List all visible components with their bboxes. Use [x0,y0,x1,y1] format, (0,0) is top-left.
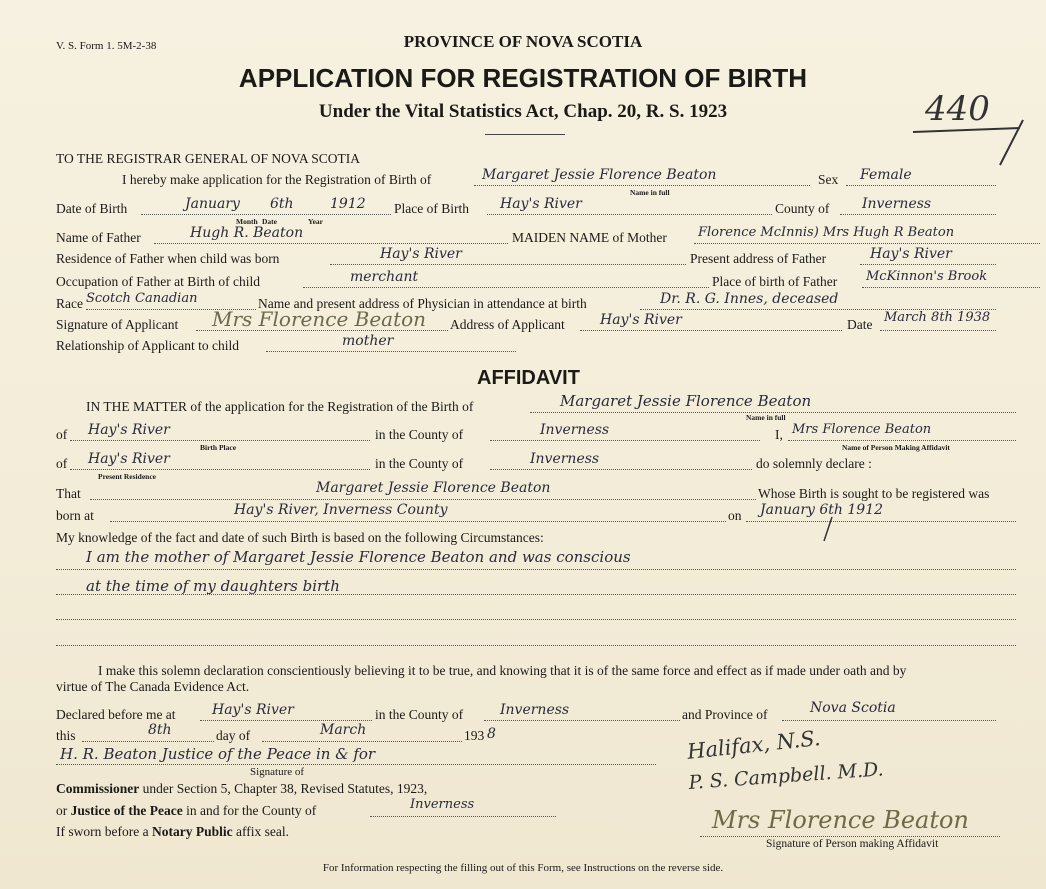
declared-label: Declared before me at [56,707,176,722]
signature-of-caption: Signature of [250,766,305,778]
page-title: APPLICATION FOR REGISTRATION OF BIRTH [238,63,808,93]
affidavit-heading: AFFIDAVIT [477,367,580,389]
father-present-label: Present address of Father [690,251,827,266]
page-subtitle: Under the Vital Statistics Act, Chap. 20, R. S. 1923 [318,101,728,122]
province-label: and Province of [682,707,768,722]
relationship-label: Relationship of Applicant to child [56,338,239,353]
dob-year: 1912 [330,196,366,212]
physician-value: Dr. R. G. Innes, deceased [660,291,839,307]
commissioner-bold: Commissioner [56,781,140,796]
matter-name: Margaret Jessie Florence Beaton [560,392,812,410]
province-heading: PROVINCE OF NOVA SCOTIA [403,32,643,51]
of-label-1: of [56,427,68,442]
notary-line [56,824,289,840]
year-printed: 193 [464,728,485,743]
day-of-label: day of [216,728,251,743]
county-label: County of [775,201,830,216]
father-occupation: merchant [350,269,419,285]
affidavit-name-caption: Name in full [746,413,786,422]
or-label: or [56,803,71,818]
father-present: Hay's River [870,246,952,262]
declared-day: 8th [148,722,172,738]
declaration-line-2: virtue of The Canada Evidence Act. [56,679,250,694]
circumstance-line-2: at the time of my daughters birth [86,577,340,595]
declaration-line-1: I make this solemn declaration conscientiously believing it to be true, and knowing that it is of the same force and effect as if made under oath and by [98,663,907,678]
born-at-label: born at [56,508,94,523]
commissioner-line [56,781,427,797]
father-name-label: Name of Father [56,230,141,245]
that-label: That [56,486,81,501]
in-county-label-1: in the County of [375,427,464,442]
jp-rest: in and for the County of [182,803,317,818]
jp-bold: Justice of the Peace [70,803,183,818]
year-caption: Year [308,217,323,226]
applicant-signature-label: Signature of Applicant [56,317,179,332]
date-caption: Date [262,217,277,226]
mother-maiden: Florence McInnis) Mrs Hugh R Beaton [698,225,955,240]
declared-county: Inverness [500,702,570,718]
form-code: V. S. Form 1. 5M-2-38 [56,40,157,52]
affiant-name: Mrs Florence Beaton [792,422,932,437]
born-at: Hay's River, Inverness County [234,502,448,518]
county-1: Inverness [540,422,610,438]
addressee: TO THE REGISTRAR GENERAL OF NOVA SCOTIA [56,151,361,166]
pen-stroke [818,515,838,545]
birth-place: Hay's River [88,422,170,438]
title-divider [485,134,565,135]
commissioner-signature: H. R. Beaton Justice of the Peace in & for [60,745,376,763]
born-on: January 6th 1912 [760,502,884,518]
knowledge-label: My knowledge of the fact and date of such Birth is based on the following Circumstances: [56,530,544,545]
affiant-caption: Name of Person Making Affidavit [842,443,950,452]
sex-label: Sex [818,172,839,187]
on-label: on [728,508,742,523]
applicant-address: Hay's River [600,312,682,328]
commissioner-rest: under Section 5, Chapter 38, Revised Statutes, 1923, [139,781,428,796]
dob-day: 6th [270,196,294,212]
footer-note: For Information respecting the filling out of this Form, see Instructions on the reverse side. [322,862,724,874]
notary-pre: If sworn before a [56,824,152,839]
jp-line [56,803,316,819]
affiant-signature-caption: Signature of Person making Affidavit [766,838,939,850]
notary-bold: Notary Public [151,824,233,839]
affiant-signature: Mrs Florence Beaton [712,806,969,834]
county-value: Inverness [862,196,932,212]
annotation-halifax: Halifax, N.S. [686,726,822,764]
declared-province: Nova Scotia [810,700,896,716]
declared-at: Hay's River [212,702,294,718]
father-name: Hugh R. Beaton [190,225,304,241]
application-date: March 8th 1938 [884,310,991,325]
physician-label: Name and present address of Physician in attendance at birth [258,296,587,311]
father-residence-label: Residence of Father when child was born [56,251,280,266]
relationship-value: mother [342,333,394,349]
sex-value: Female [860,167,912,183]
mother-maiden-label: MAIDEN NAME of Mother [512,230,667,245]
i-label: I, [775,427,783,442]
solemnly-label: do solemnly declare : [756,456,872,471]
name-in-full-caption: Name in full [630,188,670,197]
applicant-address-label: Address of Applicant [450,317,565,332]
county-2: Inverness [530,451,600,467]
jp-county: Inverness [410,797,475,812]
birth-place-caption: Birth Place [200,443,237,452]
present-residence-caption: Present Residence [98,472,156,481]
child-name: Margaret Jessie Florence Beaton [482,167,717,183]
father-birthplace-label: Place of birth of Father [712,274,838,289]
whose-birth-label: Whose Birth is sought to be registered was [758,486,990,501]
pob-label: Place of Birth [394,201,469,216]
file-mark [905,110,1035,180]
father-occupation-label: Occupation of Father at Birth of child [56,274,260,289]
dob-month: January [185,196,240,212]
annotation-campbell: P. S. Campbell. M.D. [688,758,885,794]
pob-value: Hay's River [500,196,582,212]
matter-label: IN THE MATTER of the application for the Registration of the Birth of [86,399,474,414]
date-label: Date [847,317,873,332]
month-caption: Month [236,217,258,226]
this-label: this [56,728,76,743]
circumstance-line-1: I am the mother of Margaret Jessie Florence Beaton and was conscious [86,548,631,566]
father-residence: Hay's River [380,246,462,262]
that-name: Margaret Jessie Florence Beaton [316,480,551,496]
file-number: 440 [925,89,990,129]
of-label-2: of [56,456,68,471]
in-county-label-3: in the County of [375,707,464,722]
intro-label: I hereby make application for the Registration of Birth of [122,172,432,187]
present-residence: Hay's River [88,451,170,467]
race-value: Scotch Canadian [86,291,198,306]
dob-label: Date of Birth [56,201,128,216]
declared-month: March [320,722,367,738]
father-birthplace: McKinnon's Brook [866,269,988,284]
notary-post: affix seal. [232,824,289,839]
race-label: Race [56,296,83,311]
year-written: 8 [487,726,496,742]
in-county-label-2: in the County of [375,456,464,471]
applicant-signature: Mrs Florence Beaton [212,307,427,331]
